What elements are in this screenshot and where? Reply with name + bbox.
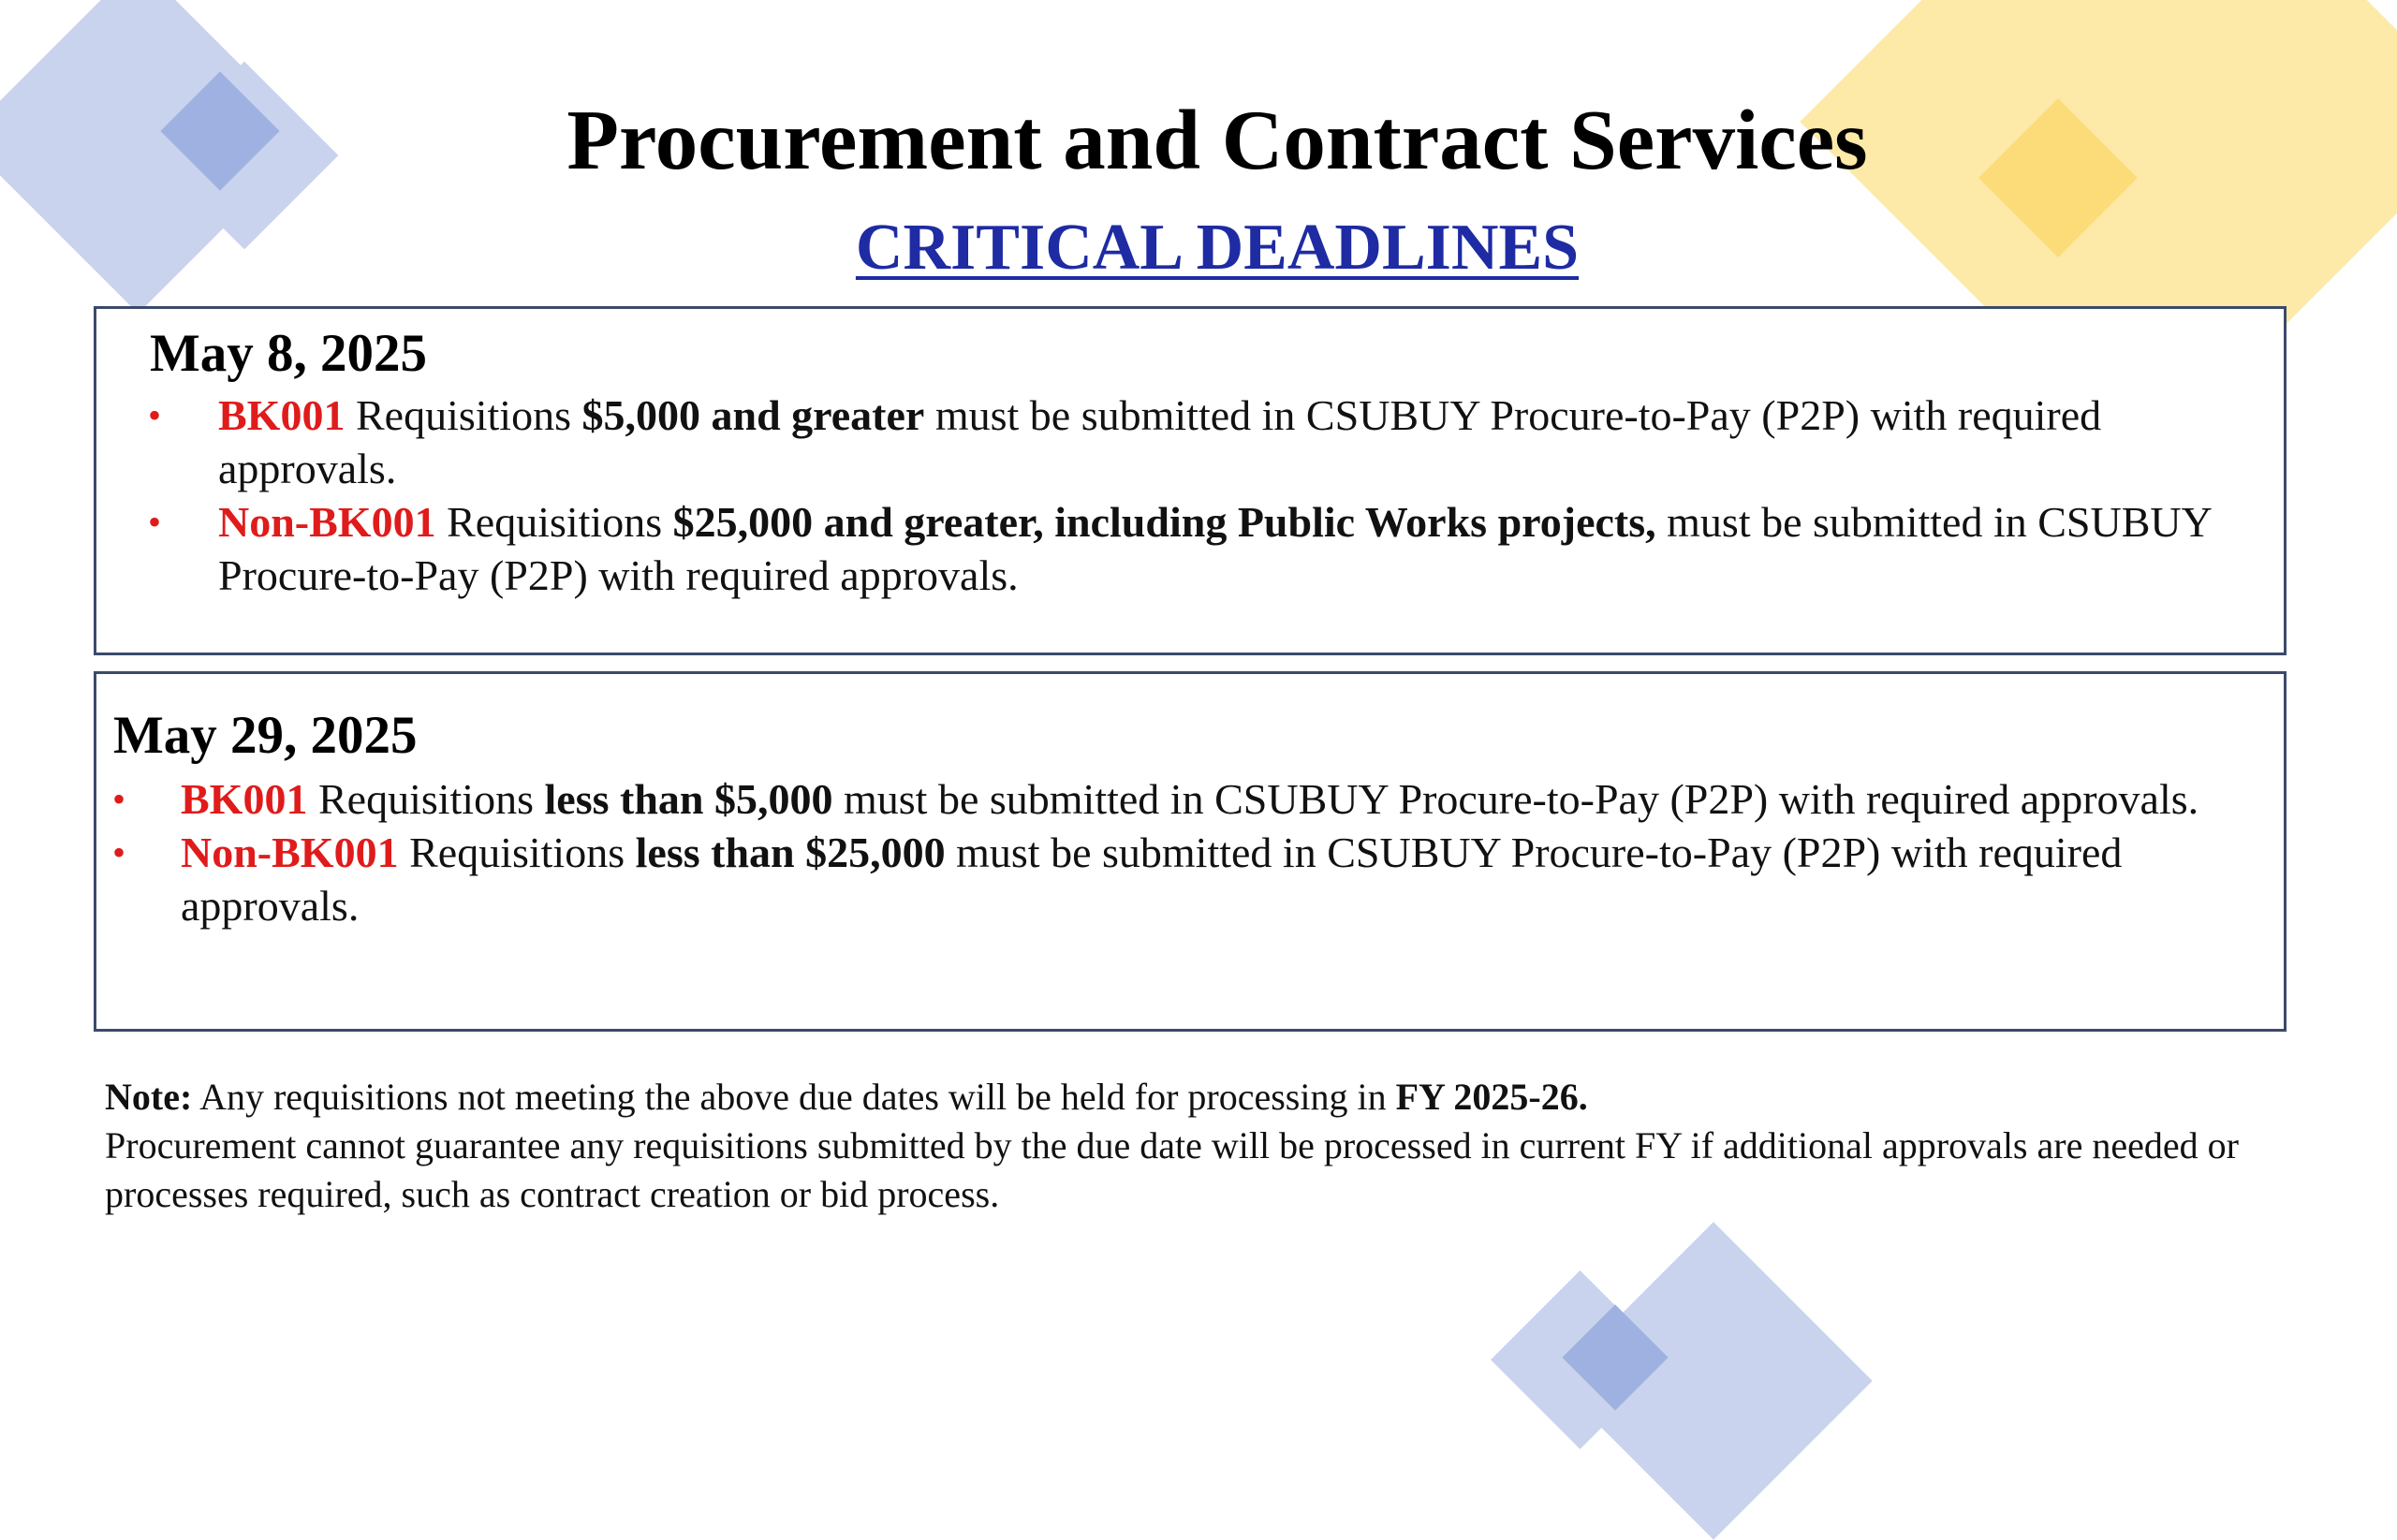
requirement-list	[96, 389, 2278, 602]
requirement-threshold: less than $5,000	[544, 775, 833, 823]
requirement-item	[96, 389, 2278, 495]
bullet-icon: •	[148, 394, 162, 436]
requirement-item	[96, 495, 2278, 602]
bullet-icon: •	[112, 778, 126, 820]
requirement-text: Requisitions	[345, 391, 582, 439]
requirement-text: Requisitions	[307, 775, 545, 823]
page-title: Procurement and Contract Services	[566, 93, 1868, 187]
deadline-box	[94, 671, 2287, 1032]
requirement-text: must be submitted in CSUBUY Procure-to-Pay (P2P) with required approvals.	[218, 498, 2212, 599]
requirement-list	[96, 772, 2278, 932]
page-subtitle: CRITICAL DEADLINES	[855, 212, 1580, 284]
requirement-text: must be submitted in CSUBUY Procure-to-Pay (P2P) with required approvals.	[181, 829, 2123, 930]
deadline-box	[94, 306, 2287, 655]
requisition-code: Non-BK001	[181, 829, 399, 876]
note-disclaimer: Procurement cannot guarantee any requisitions submitted by the due date will be processed in current FY if additional approvals are needed or processes required, such as contract creation or bid process.	[105, 1124, 2239, 1215]
requirement-threshold: $5,000 and greater	[581, 391, 925, 439]
requirement-text: Requisitions	[398, 829, 636, 876]
requirement-text: must be submitted in CSUBUY Procure-to-Pay (P2P) with required approvals.	[218, 391, 2102, 492]
requirement-item	[96, 826, 2278, 932]
deadline-date: May 29, 2025	[113, 706, 418, 765]
fiscal-year: FY 2025-26.	[1395, 1076, 1588, 1118]
note-line	[105, 1073, 2296, 1122]
requirement-text: Requisitions	[435, 498, 673, 546]
requirement-text: must be submitted in CSUBUY Procure-to-Pay (P2P) with required approvals.	[832, 775, 2199, 823]
bullet-icon: •	[112, 831, 126, 873]
requirement-item	[96, 772, 2278, 826]
deadline-date: May 8, 2025	[150, 324, 428, 383]
bullet-icon: •	[148, 501, 162, 543]
requirement-threshold: $25,000 and greater, including Public Works projects,	[672, 498, 1656, 546]
requirement-threshold: less than $25,000	[635, 829, 946, 876]
note-label: Note:	[105, 1076, 193, 1118]
note-text: Any requisitions not meeting the above due dates will be held for processing in	[192, 1076, 1396, 1118]
requisition-code: BK001	[218, 391, 346, 439]
requisition-code: Non-BK001	[218, 498, 436, 546]
note-section	[105, 1073, 2296, 1219]
requisition-code: BK001	[181, 775, 308, 823]
